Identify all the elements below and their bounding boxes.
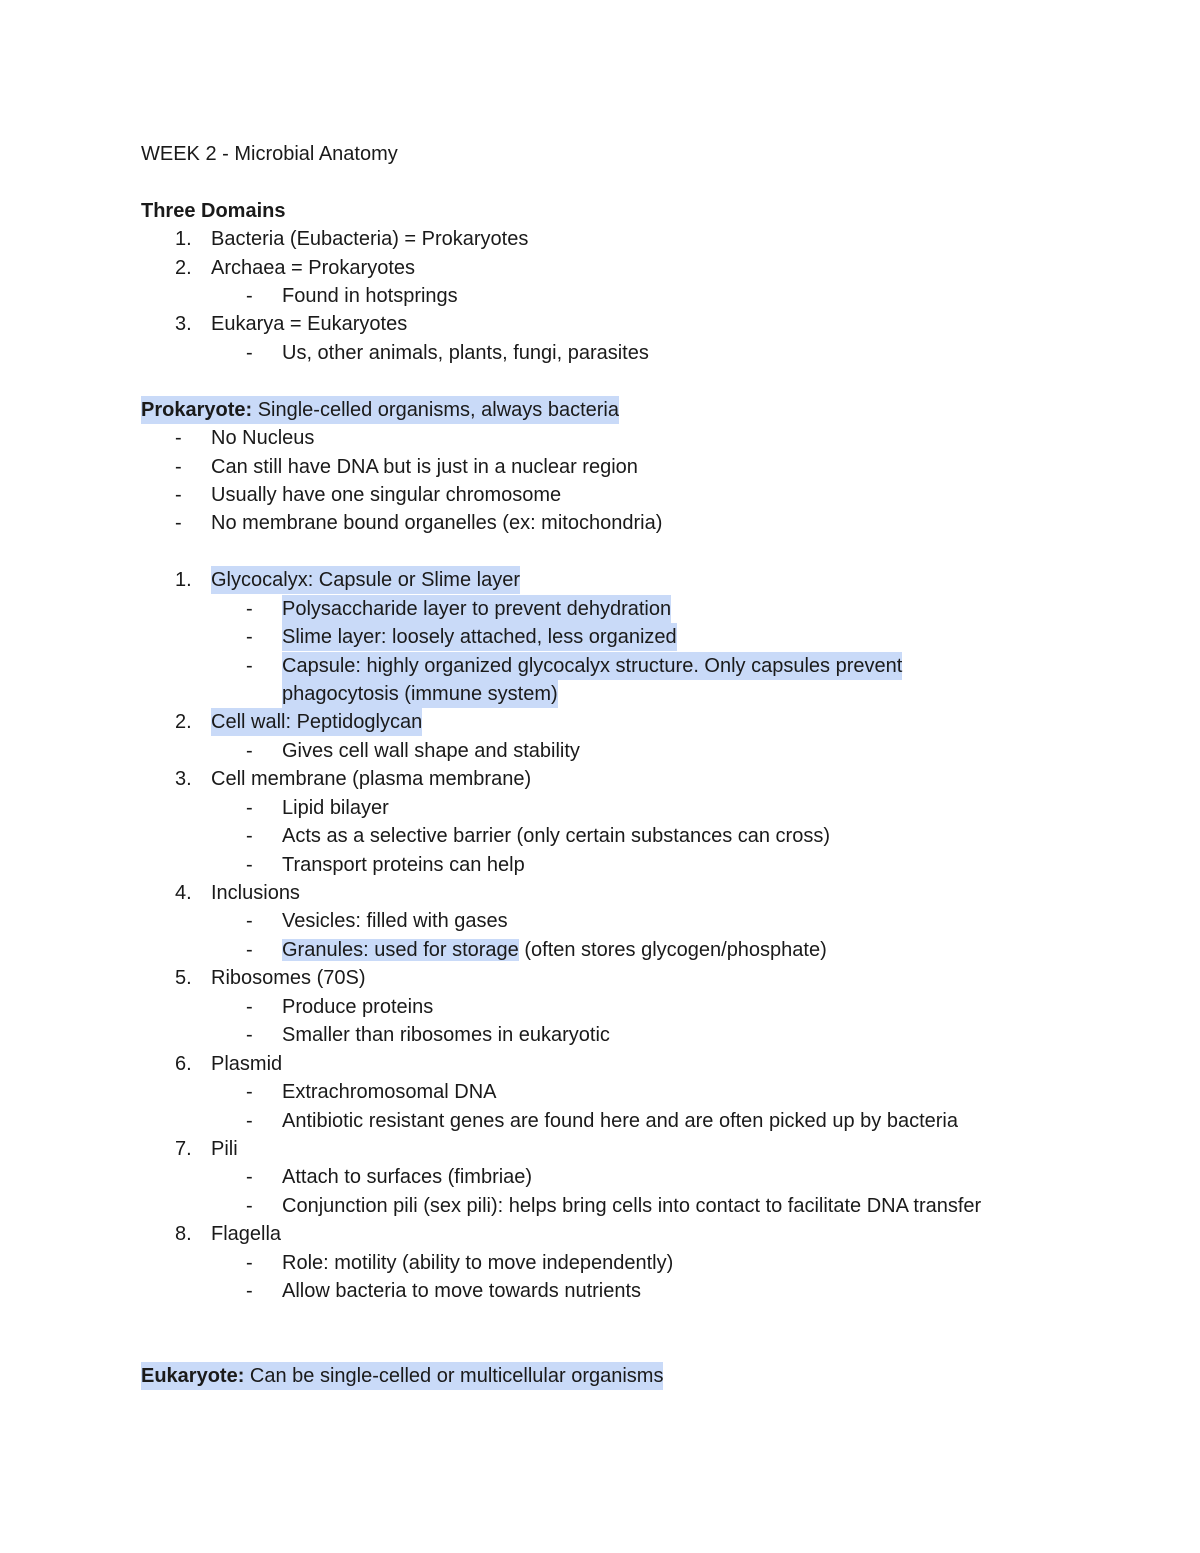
list-item-text: Glycocalyx: Capsule or Slime layer — [211, 566, 520, 594]
sub-bullet-text: Found in hotsprings — [282, 285, 458, 307]
sub-bullet-text: Capsule: highly organized glycocalyx structure. Only capsules prevent — [282, 652, 902, 680]
list-number: 1. — [175, 228, 192, 250]
list-number: 6. — [175, 1053, 192, 1075]
dash-marker: - — [246, 939, 253, 961]
sub-bullet-text: Role: motility (ability to move independently) — [282, 1252, 674, 1274]
list-number: 2. — [175, 711, 192, 733]
dash-marker: - — [246, 825, 253, 847]
list-item-text: Plasmid — [211, 1053, 283, 1075]
list-number: 3. — [175, 768, 192, 790]
sub-bullet-text: Smaller than ribosomes in eukaryotic — [282, 1024, 610, 1046]
sub-bullet-text: Produce proteins — [282, 996, 434, 1018]
bullet-text: No membrane bound organelles (ex: mitochondria) — [211, 512, 663, 534]
list-item-text: Pili — [211, 1138, 238, 1160]
list-item-text: Archaea = Prokaryotes — [211, 257, 415, 279]
bullet-text: Can still have DNA but is just in a nuclear region — [211, 456, 638, 478]
list-item-text: Ribosomes (70S) — [211, 967, 366, 989]
list-item-text: Cell wall: Peptidoglycan — [211, 708, 422, 736]
prokaryote-definition-text: Single-celled organisms, always bacteria — [252, 399, 619, 421]
list-number: 8. — [175, 1223, 192, 1245]
dash-marker: - — [246, 342, 253, 364]
list-number: 2. — [175, 257, 192, 279]
bullet-text: Usually have one singular chromosome — [211, 484, 562, 506]
dash-marker: - — [246, 1024, 253, 1046]
sub-bullet-text: Polysaccharide layer to prevent dehydration — [282, 595, 671, 623]
list-item-text: Bacteria (Eubacteria) = Prokaryotes — [211, 228, 529, 250]
sub-bullet-text: Extrachromosomal DNA — [282, 1081, 497, 1103]
list-number: 1. — [175, 569, 192, 591]
dash-marker: - — [246, 1081, 253, 1103]
sub-bullet-text: Lipid bilayer — [282, 797, 389, 819]
prokaryote-term: Prokaryote: — [141, 399, 253, 421]
sub-bullet-text: Acts as a selective barrier (only certain substances can cross) — [282, 825, 830, 847]
dash-marker: - — [175, 456, 182, 478]
sub-bullet-text — [282, 936, 827, 964]
sub-bullet-text: Antibiotic resistant genes are found here and are often picked up by bacteria — [282, 1110, 958, 1132]
list-item-text: Flagella — [211, 1223, 282, 1245]
dash-marker: - — [246, 1252, 253, 1274]
plain-text: (often stores glycogen/phosphate) — [518, 939, 827, 961]
highlighted-text: Granules: used for storage — [282, 939, 519, 961]
dash-marker: - — [246, 996, 253, 1018]
dash-marker: - — [175, 427, 182, 449]
dash-marker: - — [246, 655, 253, 677]
bullet-text: No Nucleus — [211, 427, 315, 449]
doc-title: WEEK 2 - Microbial Anatomy — [141, 143, 398, 165]
list-number: 3. — [175, 313, 192, 335]
eukaryote-definition — [141, 1362, 663, 1390]
dash-marker: - — [246, 910, 253, 932]
sub-bullet-text: Slime layer: loosely attached, less organized — [282, 623, 677, 651]
dash-marker: - — [246, 1195, 253, 1217]
sub-bullet-text: Gives cell wall shape and stability — [282, 740, 580, 762]
three-domains-heading: Three Domains — [141, 200, 286, 222]
list-item-text: Eukarya = Eukaryotes — [211, 313, 408, 335]
list-number: 4. — [175, 882, 192, 904]
sub-bullet-text: Allow bacteria to move towards nutrients — [282, 1280, 642, 1302]
sub-bullet-text: Vesicles: filled with gases — [282, 910, 508, 932]
list-item-text: Inclusions — [211, 882, 300, 904]
sub-bullet-text: Us, other animals, plants, fungi, parasites — [282, 342, 649, 364]
sub-bullet-text: Conjunction pili (sex pili): helps bring cells into contact to facilitate DNA transfer — [282, 1195, 982, 1217]
dash-marker: - — [246, 1280, 253, 1302]
list-item-text: Cell membrane (plasma membrane) — [211, 768, 532, 790]
list-number: 5. — [175, 967, 192, 989]
dash-marker: - — [246, 1110, 253, 1132]
dash-marker: - — [246, 285, 253, 307]
dash-marker: - — [246, 626, 253, 648]
eukaryote-definition-text: Can be single-celled or multicellular organisms — [244, 1365, 664, 1387]
dash-marker: - — [246, 797, 253, 819]
eukaryote-term: Eukaryote: — [141, 1365, 245, 1387]
dash-marker: - — [175, 512, 182, 534]
dash-marker: - — [246, 854, 253, 876]
dash-marker: - — [246, 1166, 253, 1188]
sub-bullet-text: Attach to surfaces (fimbriae) — [282, 1166, 533, 1188]
dash-marker: - — [175, 484, 182, 506]
dash-marker: - — [246, 740, 253, 762]
prokaryote-definition — [141, 396, 619, 424]
dash-marker: - — [246, 598, 253, 620]
sub-bullet-text: Transport proteins can help — [282, 854, 525, 876]
list-number: 7. — [175, 1138, 192, 1160]
sub-bullet-text: phagocytosis (immune system) — [282, 680, 558, 708]
